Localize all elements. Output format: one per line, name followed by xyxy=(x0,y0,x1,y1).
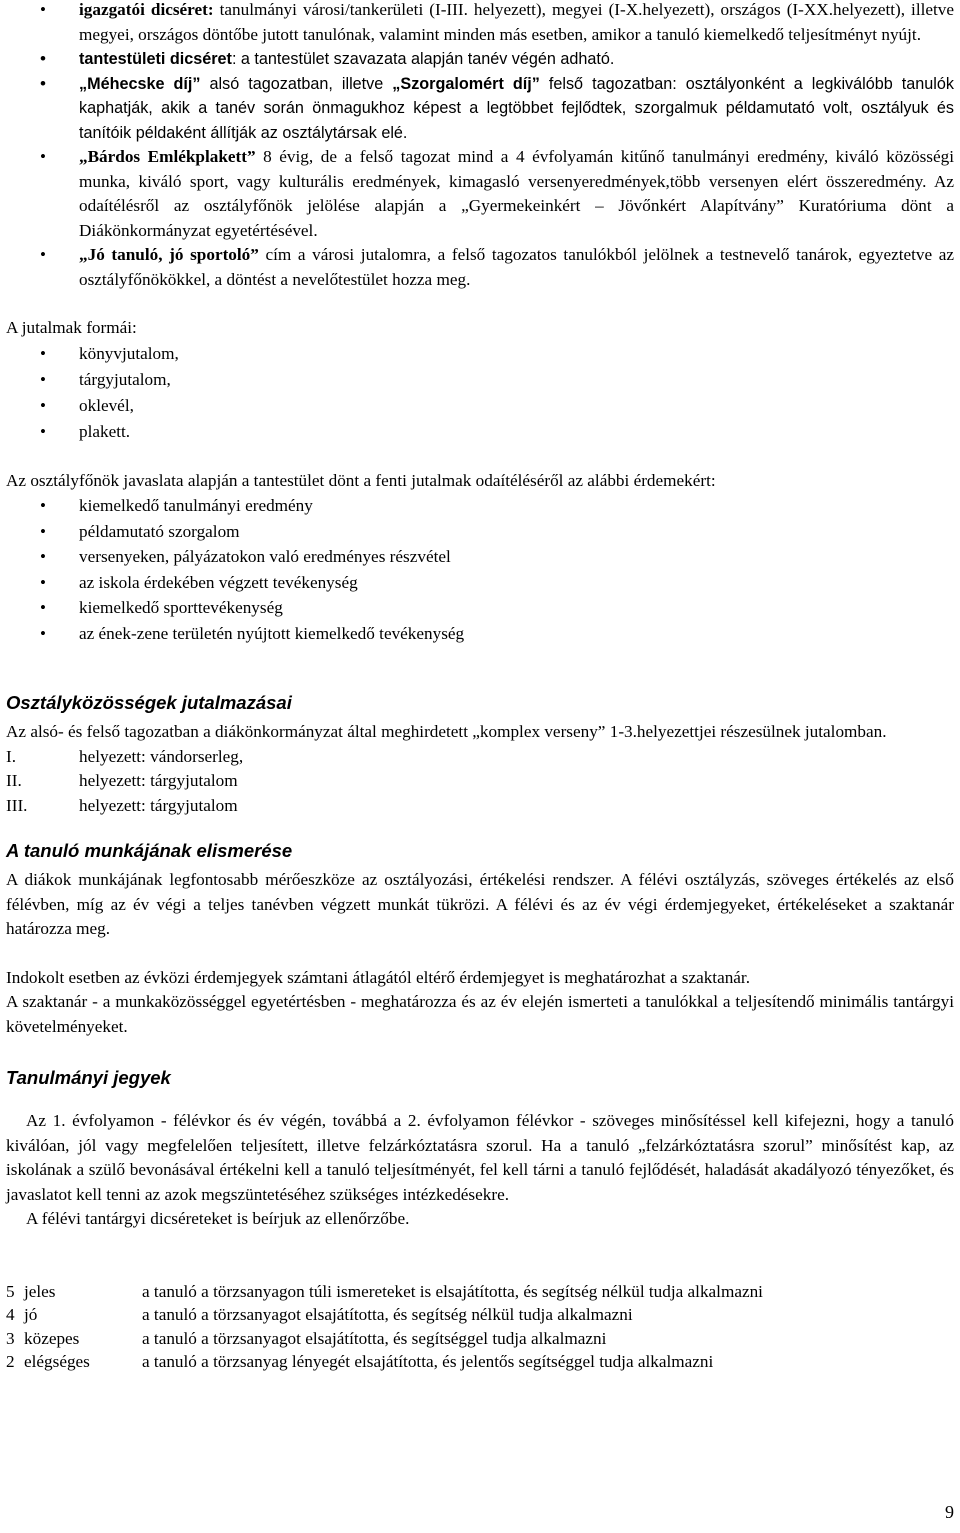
grade-desc: a tanuló a törzsanyag lényegét elsajátította, és jelentős segítséggel tudja alkalmazni xyxy=(142,1352,714,1371)
place-num: II. xyxy=(6,771,22,790)
grade-num: 4 xyxy=(6,1305,15,1324)
forms-list xyxy=(6,341,954,445)
list-item: • igazgatói dicséret: tanulmányi városi/tankerületi (I-III. helyezett), megyei (I-X.helyezett), országos (I-XX.helyezett), illetve megyei, országos döntőbe jutott tanulónak, valamint minden más esetben, amikor a tanuló kiemelkedő teljesítményt nyújt. xyxy=(6,0,954,47)
list-item: • az ének-zene területén nyújtott kiemelkedő tevékenység xyxy=(6,621,954,647)
list-item: • kiemelkedő tanulmányi eredmény xyxy=(6,493,954,519)
places-list xyxy=(6,745,954,819)
list-item: • versenyeken, pályázatokon való eredményes részvétel xyxy=(6,544,954,570)
list-item: • könyvjutalom, xyxy=(6,341,954,367)
grade-num: 2 xyxy=(6,1352,15,1371)
grade-name: elégséges xyxy=(24,1352,90,1371)
community-text: Az alsó- és felső tagozatban a diákönkormányzat által meghirdetett „komplex verseny” 1-3.helyezettjei részesülnek jutalomban. xyxy=(6,722,887,741)
section-heading: A tanuló munkájának elismerése xyxy=(6,840,293,861)
paragraph: Az 1. évfolyamon - félévkor és év végén, továbbá a 2. évfolyamon félévkor - szöveges minősítéssel kell kifejezni, hogy a tanuló kiválóan, jól vagy megfelelően teljesített, illetve felzárkóztatásra szorul. Ha a tanuló „felzárkóztatásra szorul” minősítést kap, az iskolának a szülő bevonásával értékelni kell a tanuló teljesítményét, fel kell tárni a tanuló fejlődését, haladását akadályozó tényezőket, és javaslatot kell tenni az azok megszüntetéséhez szükséges intézkedésekre. xyxy=(6,1111,954,1204)
paragraph: A félévi tantárgyi dicséreteket is beírjuk az ellenőrzőbe. xyxy=(26,1209,410,1228)
grade-desc: a tanuló a törzsanyagot elsajátította, és segítség nélkül tudja alkalmazni xyxy=(142,1305,633,1324)
paragraph: A diákok munkájának legfontosabb mérőeszköze az osztályozási, értékelési rendszer. A félévi osztályzás, szöveges értékelés az első félévben, míg az év végi a teljes tanévben végzett munkát tükrözi. A félévi és az év végi érdemjegyeket, értékeléseket a szaktanár határozza meg. xyxy=(6,870,954,938)
place-label: helyezett: tárgyjutalom xyxy=(79,795,238,815)
criteria-intro: Az osztályfőnök javaslata alapján a tantestület dönt a fenti jutalmak odaítéléséről az alábbi érdemekért: xyxy=(6,470,716,490)
paragraph: A szaktanár - a munkaközösséggel egyetértésben - meghatározza és az év elején ismerteti a tanulókkal a teljesítendő minimális tantárgyi követelményeket. xyxy=(6,992,954,1036)
list-item: • tárgyjutalom, xyxy=(6,367,954,393)
grade-scale xyxy=(6,1280,954,1374)
awards-list xyxy=(6,0,954,292)
list-item: • oklevél, xyxy=(6,393,954,419)
forms-heading: A jutalmak formái: xyxy=(6,318,137,337)
grade-name: közepes xyxy=(24,1328,80,1348)
place-label: helyezett: vándorserleg, xyxy=(79,746,244,766)
list-item: • plakett. xyxy=(6,419,954,445)
grade-desc: a tanuló a törzsanyagot elsajátította, és segítséggel tudja alkalmazni xyxy=(142,1328,607,1348)
section-heading: Tanulmányi jegyek xyxy=(6,1067,171,1088)
grade-num: 3 xyxy=(6,1328,15,1348)
document-page xyxy=(6,0,954,1374)
list-item: • tantestületi dicséret: a tantestület szavazata alapján tanév végén adható. xyxy=(6,47,954,72)
list-item: • az iskola érdekében végzett tevékenység xyxy=(6,570,954,596)
list-item: • példamutató szorgalom xyxy=(6,519,954,545)
list-item: • „Bárdos Emlékplakett” 8 évig, de a felső tagozat mind a 4 évfolyamán kitűnő tanulmányi eredmény, kiváló közösségi munka, kiváló sport, vagy kulturális eredmények, kimagasló versenyeredmények,több versenyen elért összeredmény. Az odaítélésről az osztályfőnök jelölése alapján a „Gyermekeinkért – Jövőnkért Alapítvány” Kuratóriuma dönt a Diákönkormányzat egyetértésével. xyxy=(6,145,954,243)
grade-name: jó xyxy=(24,1305,38,1324)
grade-desc: a tanuló a törzsanyagon túli ismereteket is elsajátította, és segítség nélkül tudja alkalmazni xyxy=(142,1281,763,1301)
section-heading: Osztályközösségek jutalmazásai xyxy=(6,692,292,713)
grade-num: 5 xyxy=(6,1281,15,1301)
place-num: I. xyxy=(6,746,17,766)
grade-name: jeles xyxy=(24,1281,56,1301)
paragraph: Indokolt esetben az évközi érdemjegyek számtani átlagától eltérő érdemjegyet is meghatározhat a szaktanár. xyxy=(6,967,750,987)
list-item: • kiemelkedő sporttevékenység xyxy=(6,595,954,621)
place-num: III. xyxy=(6,795,28,815)
criteria-list xyxy=(6,493,954,646)
list-item: • „Jó tanuló, jó sportoló” cím a városi jutalomra, a felső tagozatos tanulókból jelölnek a testnevelő tanárok, egyeztetve az osztályfőnökökkel, a döntést a nevelőtestület hozza meg. xyxy=(6,243,954,292)
list-item: • „Méhecske díj” alsó tagozatban, illetve „Szorgalomért díj” felső tagozatban: osztályonként a legkiválóbb tanulók kaphatják, akik a tanév során önmagukhoz képest a legtöbbet fejlődtek, szorgalmuk példamutató volt, osztályuk és tanítóik példaként állítják az osztálytársak elé. xyxy=(6,72,954,146)
page-number: 9 xyxy=(945,1502,954,1522)
place-label: helyezett: tárgyjutalom xyxy=(79,771,238,790)
